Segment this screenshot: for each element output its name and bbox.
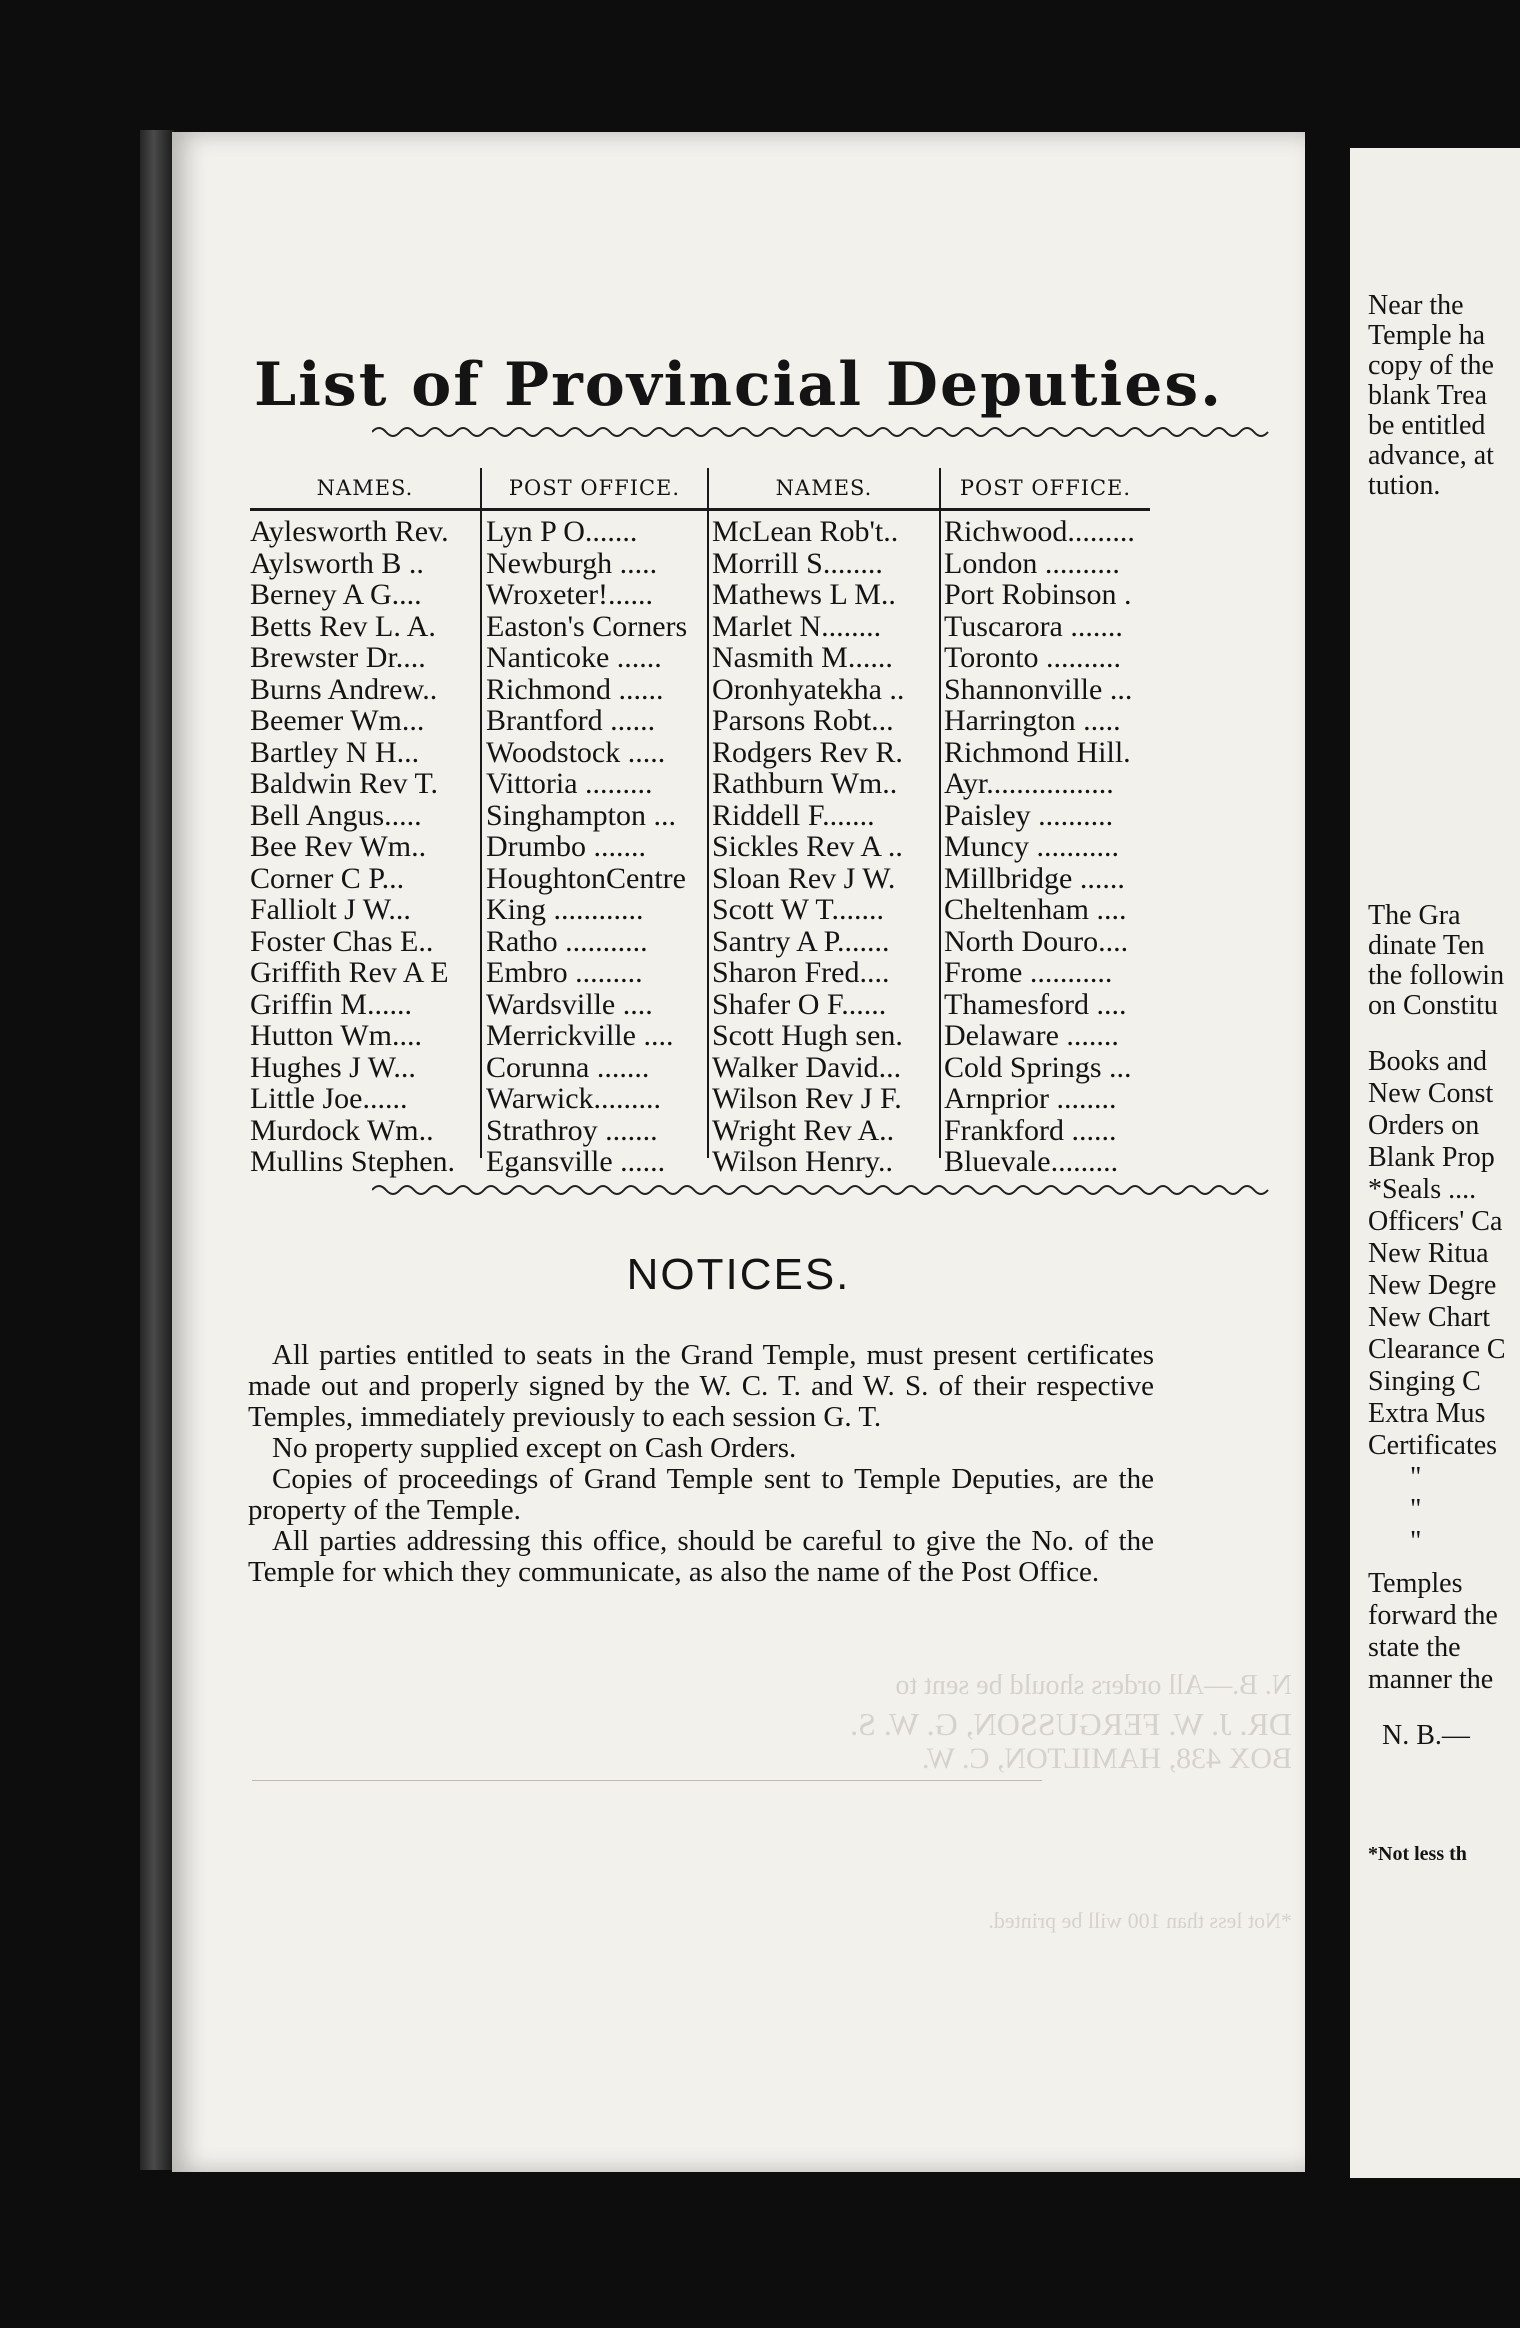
wavy-rule-top xyxy=(372,424,1272,440)
table-cell: Scott Hugh sen. xyxy=(712,1019,903,1052)
table-cell: HoughtonCentre xyxy=(486,861,686,895)
facing-page-fragment xyxy=(1350,148,1520,2178)
column-rule-1 xyxy=(480,468,482,1158)
table-cell: London .......... xyxy=(944,546,1120,580)
table-cell: Foster Chas E.. xyxy=(250,924,434,958)
table-cell: Murdock Wm.. xyxy=(250,1113,434,1147)
table-cell: Richwood......... xyxy=(944,515,1135,548)
table-cell: Brantford ...... xyxy=(486,704,656,737)
fragment-line: copy of the xyxy=(1368,350,1494,381)
wavy-rule-bottom xyxy=(372,1182,1272,1198)
table-cell: Drumbo ....... xyxy=(486,830,646,863)
book-page xyxy=(172,132,1305,2172)
table-cell: Berney A G.... xyxy=(250,578,422,611)
table-cell: King ............ xyxy=(486,893,644,926)
table-cell: Morrill S........ xyxy=(712,546,883,580)
table-cell: Merrickville .... xyxy=(486,1019,674,1052)
table-cell: Delaware ....... xyxy=(944,1019,1119,1052)
bleed-rule xyxy=(252,1780,1042,1781)
table-cell: Santry A P....... xyxy=(712,924,890,958)
table-cell: Arnprior ........ xyxy=(944,1082,1117,1115)
bleed-line: BOX 438, HAMILTON, C. W. xyxy=(921,1742,1292,1775)
table-cell: Bee Rev Wm.. xyxy=(250,830,427,863)
table-cell: Tuscarora ....... xyxy=(944,609,1123,643)
table-cell: Bell Angus..... xyxy=(250,798,422,832)
header-rule xyxy=(250,508,1150,511)
fragment-line: Near the xyxy=(1368,290,1464,321)
fragment-line: forward the xyxy=(1368,1600,1498,1631)
deputies-table xyxy=(250,468,1150,1178)
table-cell: Walker David... xyxy=(712,1050,902,1084)
table-cell: Singhampton ... xyxy=(486,798,677,832)
table-cell: Easton's Corners xyxy=(486,609,688,643)
fragment-line: New Ritua xyxy=(1368,1238,1489,1269)
table-cell: Brewster Dr.... xyxy=(250,641,426,674)
table-cell: Cheltenham .... xyxy=(944,893,1127,926)
bleed-line: N. B.—All orders should be sent to xyxy=(895,1670,1292,1701)
table-cell: McLean Rob't.. xyxy=(712,515,899,548)
table-cell: Marlet N........ xyxy=(712,609,882,643)
table-cell: Wilson Rev J F. xyxy=(712,1082,902,1115)
notice-paragraph: Copies of proceedings of Grand Temple sent to Temple Deputies, are the property of the Temple. xyxy=(248,1463,1154,1526)
table-cell: Sharon Fred.... xyxy=(712,956,890,989)
fragment-line: manner the xyxy=(1368,1664,1494,1695)
table-cell: Baldwin Rev T. xyxy=(250,767,439,800)
book-spine xyxy=(140,130,174,2170)
fragment-line: blank Trea xyxy=(1368,380,1487,411)
table-cell: Beemer Wm... xyxy=(250,704,425,737)
fragment-line: the followin xyxy=(1368,960,1505,991)
table-cell: Strathroy ....... xyxy=(486,1113,658,1147)
header-names-2: NAMES. xyxy=(775,476,873,500)
bleed-through-text xyxy=(332,1670,1292,1944)
fragment-line: The Gra xyxy=(1368,900,1461,931)
fragment-line: be entitled xyxy=(1368,410,1486,441)
table-cell: Hutton Wm.... xyxy=(250,1019,422,1052)
table-cell: Aylesworth Rev. xyxy=(250,515,449,548)
table-cell: Nasmith M...... xyxy=(712,641,893,674)
fragment-line: " xyxy=(1410,1526,1422,1557)
table-cell: Wright Rev A.. xyxy=(712,1113,895,1147)
page-title: List of Provincial Deputies. xyxy=(253,350,1224,420)
table-cell: Burns Andrew.. xyxy=(250,672,438,706)
fragment-line: N. B.— xyxy=(1382,1720,1470,1751)
right-post-column xyxy=(944,516,1150,1178)
notice-paragraph: All parties addressing this office, should be careful to give the No. of the Temple for which they communicate, as also the name of the Post Office. xyxy=(248,1525,1154,1588)
table-cell: Egansville ...... xyxy=(486,1145,666,1178)
fragment-line: Certificates xyxy=(1368,1430,1498,1461)
table-cell: Warwick......... xyxy=(486,1082,662,1115)
table-cell: Toronto .......... xyxy=(944,641,1122,674)
table-cell: Cold Springs ... xyxy=(944,1050,1132,1084)
table-cell: Parsons Robt... xyxy=(712,704,894,737)
column-rule-3 xyxy=(939,468,941,1158)
table-cell: Oronhyatekha .. xyxy=(712,672,905,706)
fragment-line: New Const xyxy=(1368,1078,1494,1109)
table-cell: Falliolt J W... xyxy=(250,893,411,926)
table-cell: Corner C P... xyxy=(250,861,405,895)
table-cell: Newburgh ..... xyxy=(486,546,658,580)
fragment-line: tution. xyxy=(1368,470,1441,501)
table-cell: Sickles Rev A .. xyxy=(712,830,903,863)
fragment-line: Clearance C xyxy=(1368,1334,1506,1365)
table-cell: Lyn P O....... xyxy=(486,515,638,548)
table-cell: Bluevale......... xyxy=(944,1145,1119,1178)
fragment-line: Blank Prop xyxy=(1368,1142,1495,1173)
fragment-line: on Constitu xyxy=(1368,990,1498,1021)
notices-text xyxy=(248,1340,1154,1588)
table-cell: Frankford ...... xyxy=(944,1113,1117,1147)
table-cell: Richmond Hill. xyxy=(944,735,1131,769)
fragment-line: Books and xyxy=(1368,1046,1487,1077)
table-cell: Frome ........... xyxy=(944,956,1113,989)
table-cell: Sloan Rev J W. xyxy=(712,861,896,895)
fragment-line: " xyxy=(1410,1494,1422,1525)
bleed-line: *Not less than 100 will be printed. xyxy=(988,1908,1292,1933)
table-cell: Little Joe...... xyxy=(250,1082,408,1115)
table-cell: Millbridge ...... xyxy=(944,861,1125,895)
fragment-line: " xyxy=(1410,1462,1422,1493)
table-cell: Paisley .......... xyxy=(944,798,1114,832)
table-cell: Scott W T....... xyxy=(712,893,884,926)
table-cell: Vittoria ......... xyxy=(486,767,653,800)
table-cell: North Douro.... xyxy=(944,924,1129,958)
table-cell: Wroxeter!...... xyxy=(486,578,654,611)
table-cell: Betts Rev L. A. xyxy=(250,609,436,643)
fragment-line: state the xyxy=(1368,1632,1461,1663)
table-cell: Rodgers Rev R. xyxy=(712,735,903,769)
table-cell: Griffin M...... xyxy=(250,987,412,1021)
table-cell: Riddell F....... xyxy=(712,798,875,832)
table-cell: Bartley N H... xyxy=(250,735,420,769)
table-cell: Thamesford .... xyxy=(944,987,1127,1021)
table-cell: Mathews L M.. xyxy=(712,578,896,611)
table-cell: Griffith Rev A E xyxy=(250,956,449,989)
table-cell: Woodstock ..... xyxy=(486,735,666,769)
fragment-line: Temple ha xyxy=(1368,320,1485,351)
fragment-line: New Degre xyxy=(1368,1270,1497,1301)
header-names-1: NAMES. xyxy=(316,476,414,500)
fragment-line: dinate Ten xyxy=(1368,930,1485,961)
fragment-line: New Chart xyxy=(1368,1302,1491,1333)
column-rule-2 xyxy=(707,468,709,1158)
table-cell: Embro ......... xyxy=(486,956,643,989)
header-post-office-2: POST OFFICE. xyxy=(959,476,1132,500)
fragment-line: *Seals .... xyxy=(1368,1174,1477,1205)
fragment-line: Singing C xyxy=(1368,1366,1481,1397)
notices-heading: NOTICES. xyxy=(626,1250,851,1299)
fragment-line: *Not less th xyxy=(1368,1843,1467,1865)
table-cell: Rathburn Wm.. xyxy=(712,767,898,800)
table-cell: Muncy ........... xyxy=(944,830,1119,863)
table-cell: Corunna ....... xyxy=(486,1050,650,1084)
table-cell: Wilson Henry.. xyxy=(712,1145,893,1178)
notice-paragraph: All parties entitled to seats in the Grand Temple, must present certificates made out and properly signed by the W. C. T. and W. S. of their respective Temples, immediately previously to each session G. T. xyxy=(248,1339,1154,1433)
header-post-office-1: POST OFFICE. xyxy=(508,476,681,500)
fragment-line: advance, at xyxy=(1368,440,1494,471)
fragment-line: Officers' Ca xyxy=(1368,1206,1503,1237)
table-cell: Aylsworth B .. xyxy=(250,546,424,580)
fragment-line: Orders on xyxy=(1368,1110,1480,1141)
table-cell: Mullins Stephen. xyxy=(250,1145,456,1178)
fragment-line: Extra Mus xyxy=(1368,1398,1486,1429)
table-cell: Ayr................. xyxy=(944,767,1114,800)
table-cell: Nanticoke ...... xyxy=(486,641,662,674)
table-cell: Wardsville .... xyxy=(486,987,653,1021)
table-cell: Harrington ..... xyxy=(944,704,1121,737)
right-names-column xyxy=(712,516,938,1178)
table-cell: Shannonville ... xyxy=(944,672,1133,706)
left-names-column xyxy=(250,516,478,1178)
table-cell: Port Robinson . xyxy=(944,578,1132,611)
table-cell: Ratho ........... xyxy=(486,924,648,958)
table-cell: Richmond ...... xyxy=(486,672,664,706)
table-cell: Shafer O F...... xyxy=(712,987,887,1021)
table-cell: Hughes J W... xyxy=(250,1050,416,1084)
left-post-column xyxy=(486,516,706,1178)
notice-paragraph: No property supplied except on Cash Orders. xyxy=(272,1432,797,1464)
fragment-line: Temples xyxy=(1368,1568,1463,1599)
bleed-line: DR. J. W. FERGUSSON, G. W. S. xyxy=(850,1706,1292,1742)
